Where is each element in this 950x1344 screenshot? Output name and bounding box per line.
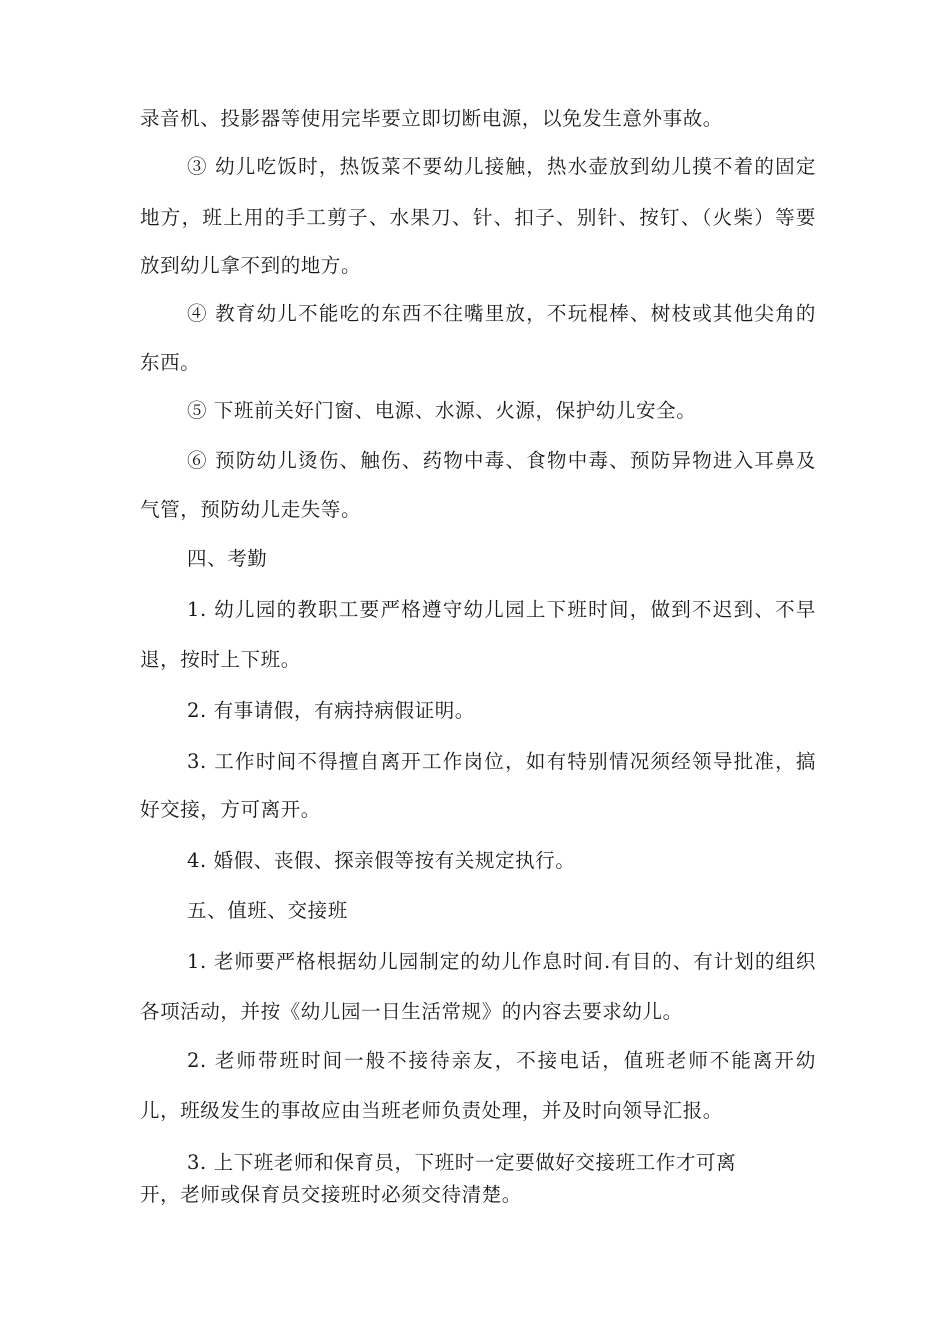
- text-line: 2. 有事请假，有病持病假证明。: [187, 699, 475, 722]
- text-line: 放到幼儿拿不到的地方。: [140, 254, 362, 277]
- text-line: 退，按时上下班。: [140, 648, 301, 671]
- text-line: 东西。: [140, 351, 201, 374]
- section-heading: 五、值班、交接班: [187, 899, 348, 922]
- text-line: ⑤ 下班前关好门窗、电源、水源、火源，保护幼儿安全。: [187, 399, 697, 422]
- text-line: 1. 幼儿园的教职工要严格遵守幼儿园上下班时间，做到不迟到、不早: [187, 598, 816, 621]
- text-line: 3. 工作时间不得擅自离开工作岗位，如有特别情况须经领导批准，搞: [187, 750, 816, 773]
- text-line: 气管，预防幼儿走失等。: [140, 498, 362, 521]
- text-line: 4. 婚假、丧假、探亲假等按有关规定执行。: [187, 849, 576, 872]
- text-line: 各项活动，并按《幼儿园一日生活常规》的内容去要求幼儿。: [140, 1000, 683, 1023]
- text-line: 地方，班上用的手工剪子、水果刀、针、扣子、别针、按钉、（火柴）等要: [140, 206, 816, 229]
- text-line: 儿，班级发生的事故应由当班老师负责处理，并及时向领导汇报。: [140, 1099, 723, 1122]
- text-line: ③ 幼儿吃饭时，热饭菜不要幼儿接触，热水壶放到幼儿摸不着的固定: [187, 155, 816, 178]
- section-heading: 四、考勤: [187, 547, 268, 570]
- text-line: 录音机、投影器等使用完毕要立即切断电源，以免发生意外事故。: [140, 107, 723, 130]
- text-line: ⑥ 预防幼儿烫伤、触伤、药物中毒、食物中毒、预防异物进入耳鼻及: [187, 449, 816, 472]
- text-line: 1. 老师要严格根据幼儿园制定的幼儿作息时间.有目的、有计划的组织: [187, 950, 816, 973]
- text-line: 3. 上下班老师和保育员，下班时一定要做好交接班工作才可离: [187, 1151, 737, 1174]
- text-line: 开，老师或保育员交接班时必须交待清楚。: [140, 1183, 522, 1206]
- text-line: 2. 老师带班时间一般不接待亲友，不接电话，值班老师不能离开幼: [187, 1049, 816, 1072]
- text-line: ④ 教育幼儿不能吃的东西不往嘴里放，不玩棍棒、树枝或其他尖角的: [187, 302, 816, 325]
- text-line: 好交接，方可离开。: [140, 798, 321, 821]
